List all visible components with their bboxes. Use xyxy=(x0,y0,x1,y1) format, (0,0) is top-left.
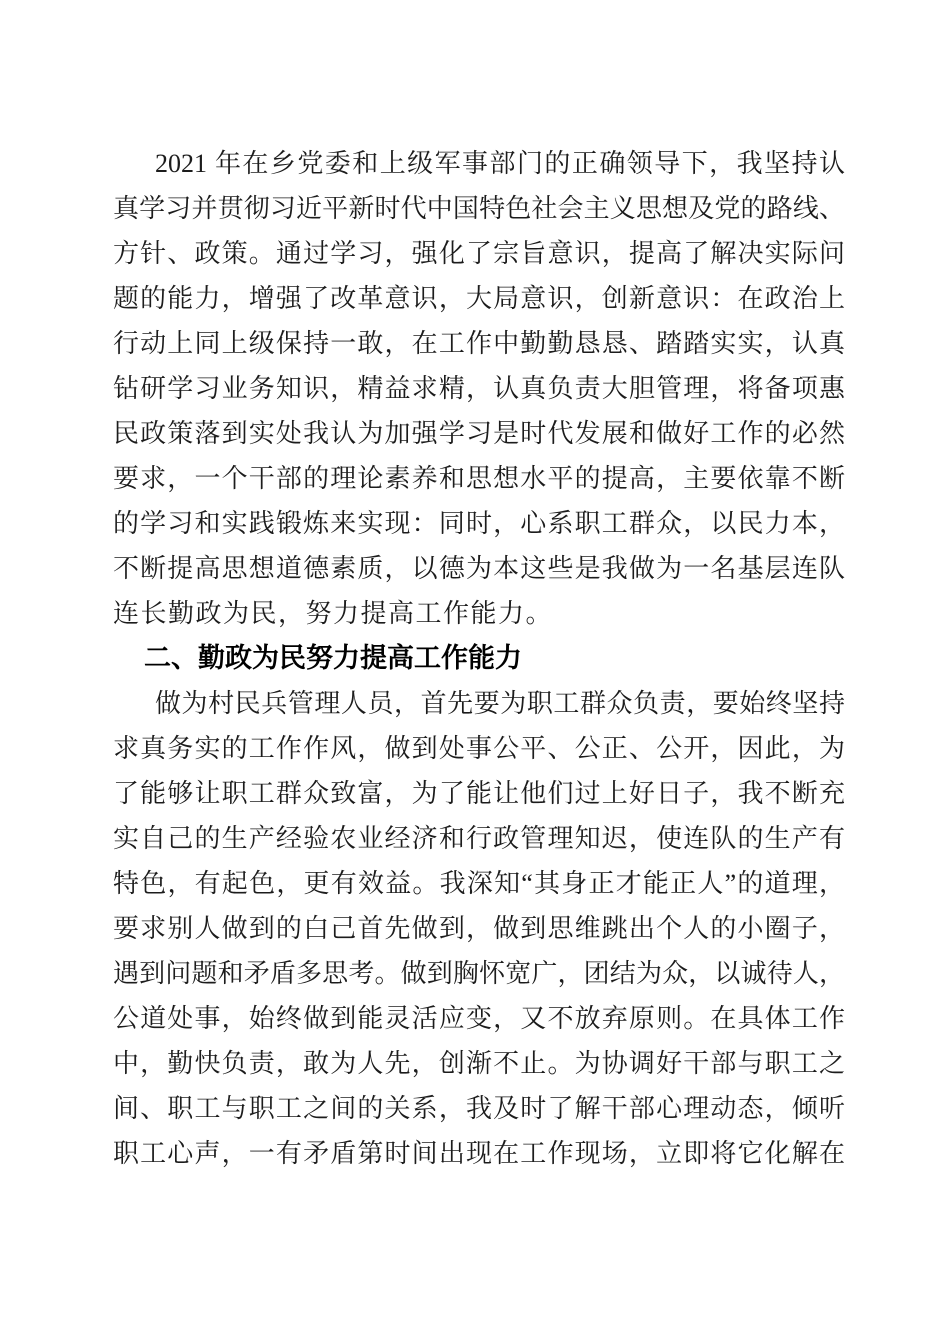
text-line: 做为村民兵管理人员，首先要为职工群众负责，要始终坚持 xyxy=(155,689,845,718)
text-line: 题的能力，增强了改革意识，大局意识，创新意识：在政治上 xyxy=(113,284,845,313)
text-line: 连长勤政为民，努力提高工作能力。 xyxy=(113,599,554,628)
text-line: 要求，一个干部的理论素养和思想水平的提高，主要依靠不断 xyxy=(113,464,845,493)
paragraph-1 xyxy=(113,141,845,636)
text-line: 真学习并贯彻习近平新时代中国特色社会主义思想及党的路线、 xyxy=(113,194,845,223)
document-content xyxy=(113,141,845,1176)
text-line: 不断提高思想道德素质，以德为本这些是我做为一名基层连队 xyxy=(113,554,845,583)
paragraph-2 xyxy=(113,681,845,1176)
text-line: 要求别人做到的白己首先做到，做到思维跳出个人的小圈子， xyxy=(113,914,845,943)
section-heading: 二、勤政为民努力提高工作能力 xyxy=(144,643,522,673)
text-line: 了能够让职工群众致富，为了能让他们过上好日子，我不断充 xyxy=(113,779,845,808)
text-line: 方针、政策。通过学习，强化了宗旨意识，提高了解决实际问 xyxy=(113,239,845,268)
text-line: 求真务实的工作作风，做到处事公平、公正、公开，因此，为 xyxy=(113,734,845,763)
text-line: 遇到问题和矛盾多思考。做到胸怀宽广，团结为众，以诚待人， xyxy=(113,959,845,988)
text-line: 的学习和实践锻炼来实现：同时，心系职工群众，以民力本， xyxy=(113,509,845,538)
text-line: 2021 年在乡党委和上级军事部门的正确领导下，我坚持认 xyxy=(155,149,845,178)
text-line: 公道处事，始终做到能灵活应变，又不放弃原则。在具体工作 xyxy=(113,1004,845,1033)
text-line: 钻研学习业务知识，精益求精，认真负责大胆管理，将备项惠 xyxy=(113,374,845,403)
text-line: 间、职工与职工之间的关系，我及时了解干部心理动态，倾听 xyxy=(113,1094,845,1123)
text-line: 实自己的生产经验农业经济和行政管理知迟，使连队的生产有 xyxy=(113,824,845,853)
text-line: 行动上同上级保持一敢，在工作中勤勤恳恳、踏踏实实，认真 xyxy=(113,329,845,358)
text-line: 中，勤快负责，敢为人先，创渐不止。为协调好干部与职工之 xyxy=(113,1049,845,1078)
text-line: 特色，有起色，更有效益。我深知“其身正才能正人”的道理， xyxy=(113,869,845,898)
text-line: 民政策落到实处我认为加强学习是时代发展和做好工作的必然 xyxy=(113,419,845,448)
text-line: 职工心声，一有矛盾第时间出现在工作现场，立即将它化解在 xyxy=(113,1139,845,1168)
